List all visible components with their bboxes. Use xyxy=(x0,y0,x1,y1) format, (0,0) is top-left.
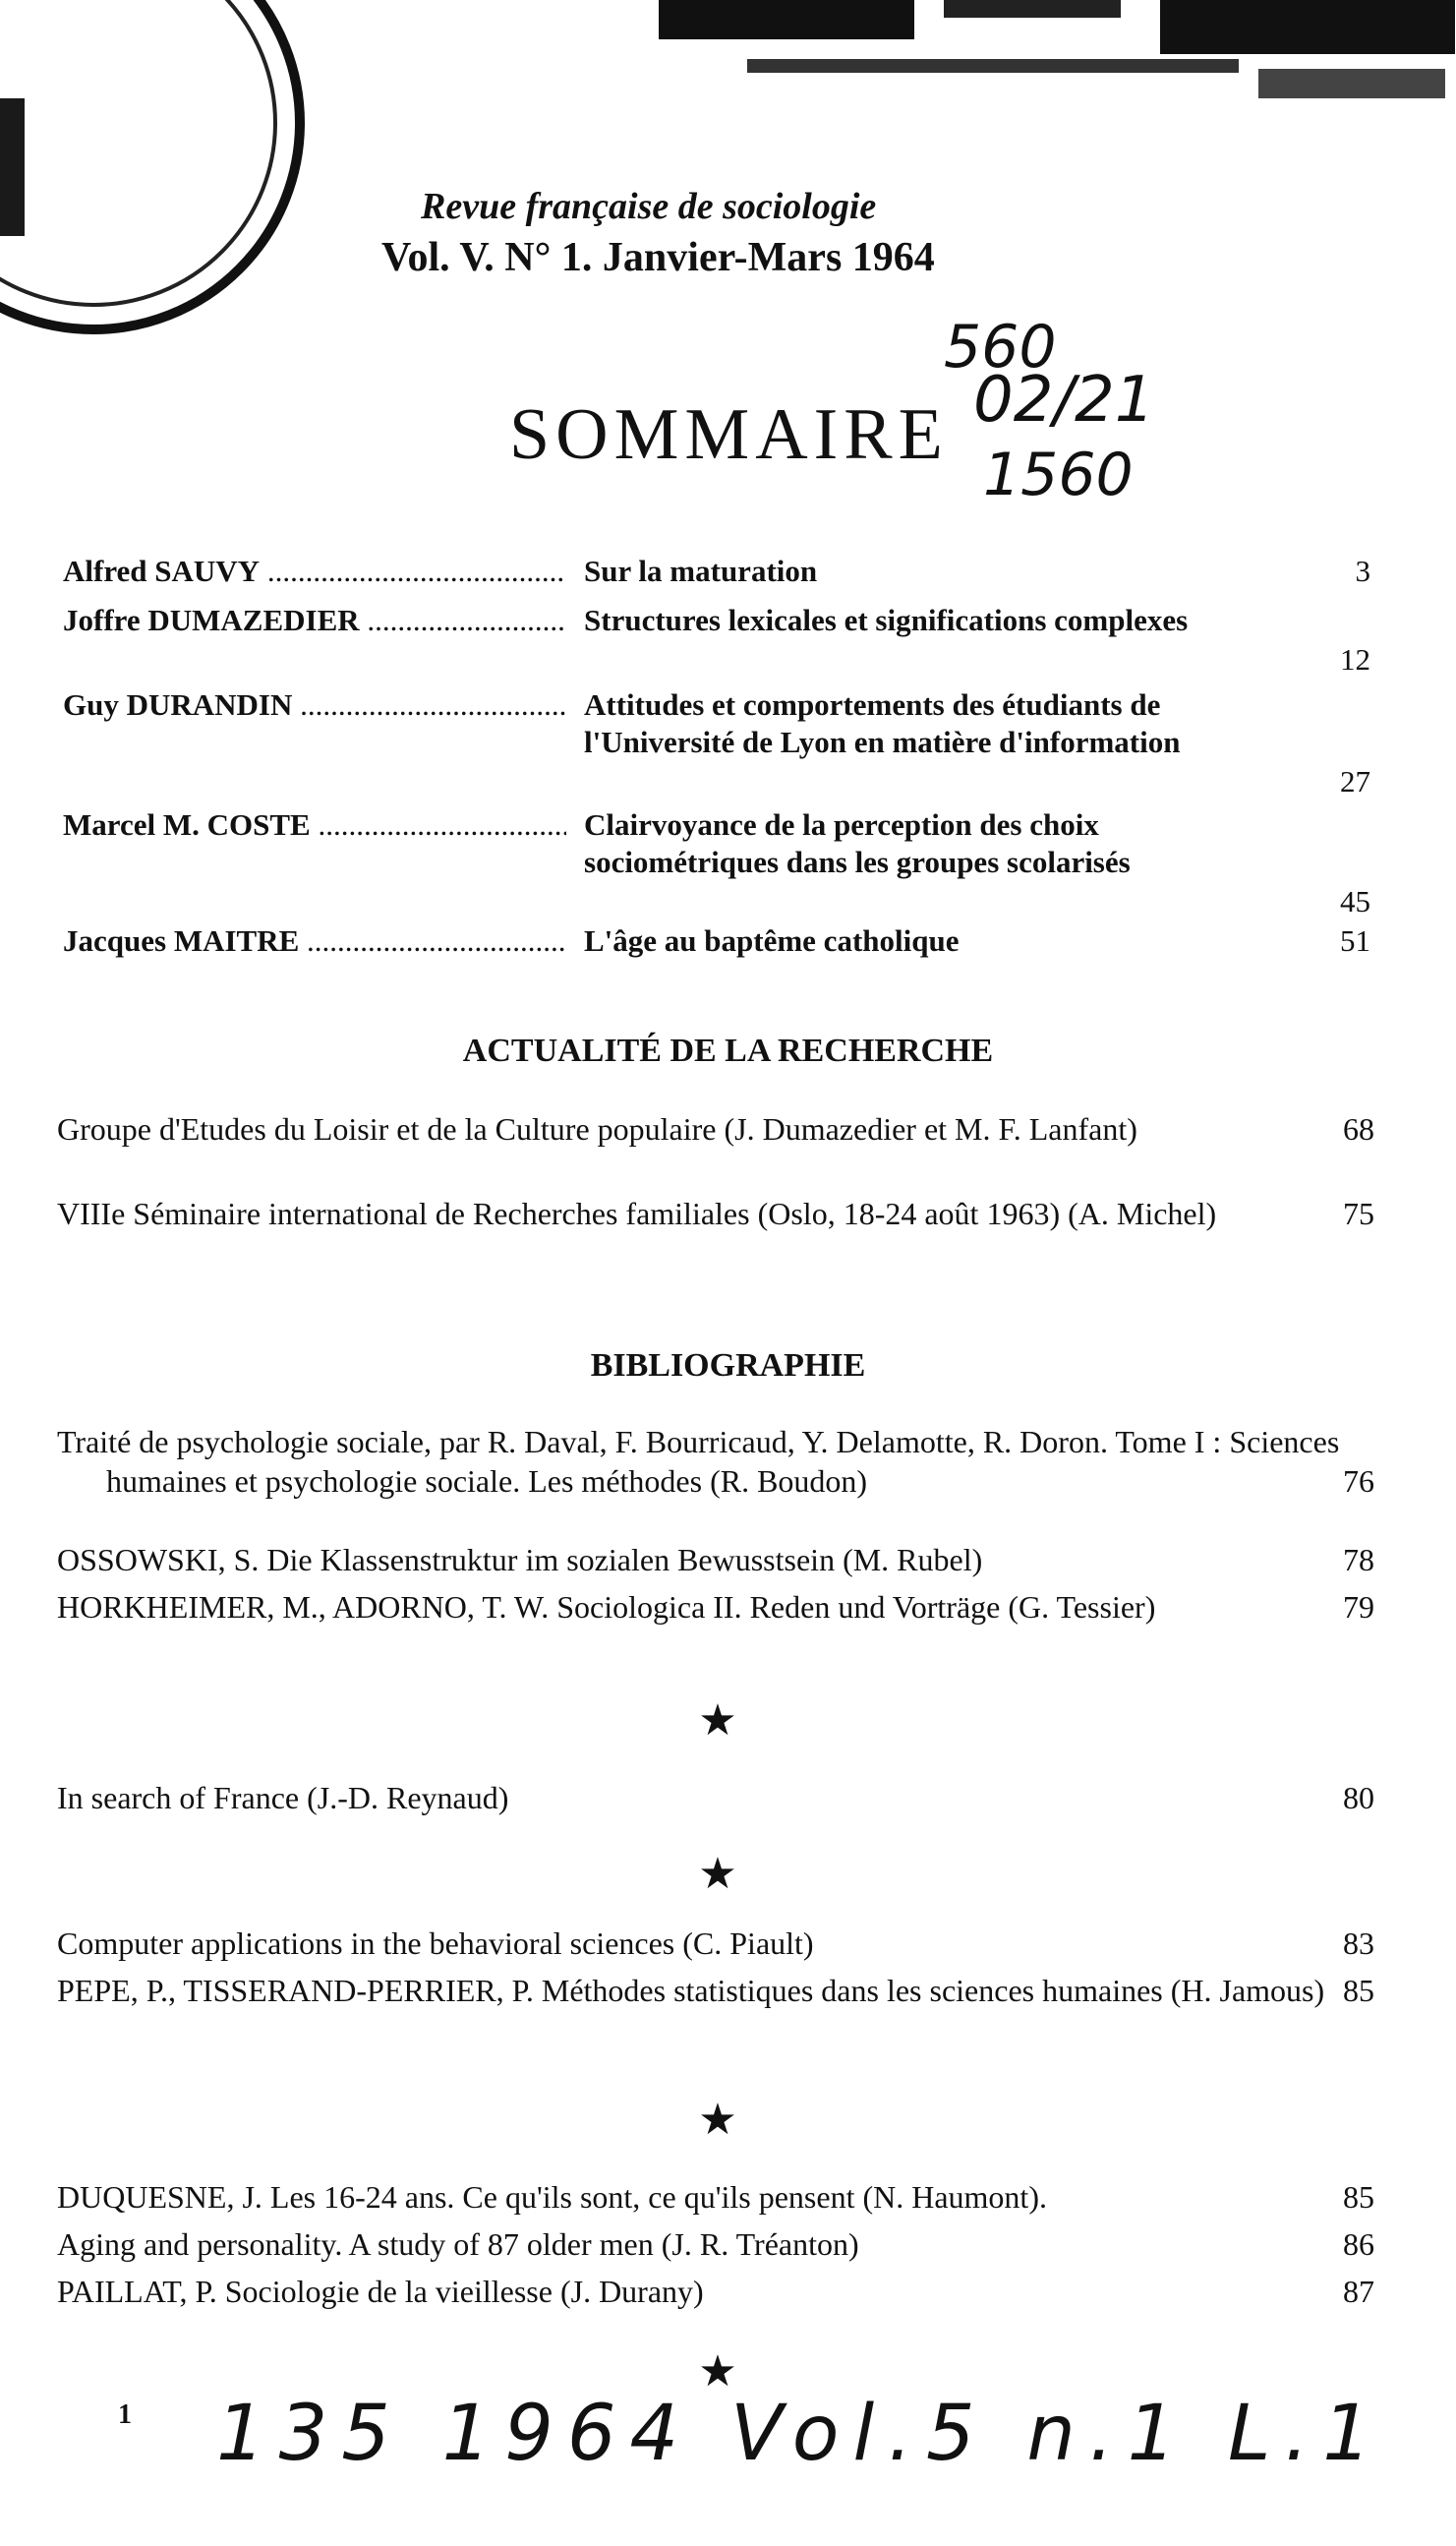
article-title: Structures lexicales et significations complexes xyxy=(584,603,1189,637)
toc-row xyxy=(63,553,1370,592)
entry-text: Groupe d'Etudes du Loisir et de la Culture populaire (J. Dumazedier et M. F. Lanfant) xyxy=(57,1111,1137,1147)
entry-text: Aging and personality. A study of 87 older men (J. R. Tréanton) xyxy=(57,2226,859,2262)
page-folio: 1 xyxy=(118,2399,132,2430)
entry-page: 85 xyxy=(1343,1973,1374,2008)
handwritten-call-number: 135 1964 Vol.5 n.1 L.1 xyxy=(216,2390,1385,2478)
entry-page: 83 xyxy=(1343,1925,1374,1961)
entry-text: Computer applications in the behavioral sciences (C. Piault) xyxy=(57,1925,814,1961)
toc-entry xyxy=(57,1778,1374,1817)
entry-text: OSSOWSKI, S. Die Klassenstruktur im sozialen Bewusstsein (M. Rubel) xyxy=(57,1542,983,1577)
section-heading-bibliographie: BIBLIOGRAPHIE xyxy=(590,1347,866,1384)
article-author: Jacques MAITRE ..... xyxy=(63,922,566,960)
entry-page: 75 xyxy=(1343,1196,1374,1231)
stamp-emblem xyxy=(0,98,25,236)
toc-entry xyxy=(57,1924,1374,1963)
separator-star: ★ xyxy=(698,2095,737,2145)
article-title: Attitudes et comportements des étudiants de l'Université de Lyon en matière d'information xyxy=(584,687,1181,759)
toc-row xyxy=(63,602,1370,681)
stamp-ring xyxy=(0,0,277,307)
toc-entry xyxy=(57,1587,1374,1627)
separator-star: ★ xyxy=(698,2346,737,2397)
toc-entry xyxy=(57,1109,1374,1149)
article-page: 45 xyxy=(1340,884,1370,918)
entry-page: 80 xyxy=(1343,1780,1374,1815)
toc-row xyxy=(63,806,1370,922)
article-page: 27 xyxy=(1340,764,1370,799)
toc-entry xyxy=(57,1540,1374,1579)
handwritten-note-1: 560 xyxy=(944,313,1057,382)
journal-header xyxy=(381,185,1119,281)
article-title: Sur la maturation xyxy=(584,554,818,588)
separator-star: ★ xyxy=(698,1849,737,1899)
separator-star: ★ xyxy=(698,1695,737,1746)
entry-text: In search of France (J.-D. Reynaud) xyxy=(57,1780,509,1815)
article-author: Alfred SAUVY ..... xyxy=(63,553,566,590)
library-stamp xyxy=(0,0,305,334)
handwritten-note-2: 02/21 xyxy=(973,364,1155,437)
toc-entry xyxy=(57,1422,1374,1501)
toc-entry xyxy=(57,2224,1374,2264)
entry-text: DUQUESNE, J. Les 16-24 ans. Ce qu'ils sont, ce qu'ils pensent (N. Haumont). xyxy=(57,2179,1047,2215)
toc-row xyxy=(63,686,1370,802)
entry-page: 85 xyxy=(1343,2179,1374,2215)
journal-title: Revue française de sociologie xyxy=(421,186,877,227)
entry-page: 76 xyxy=(1343,1463,1374,1499)
toc-entry xyxy=(57,1194,1374,1233)
entry-page: 78 xyxy=(1343,1542,1374,1577)
page-title: SOMMAIRE xyxy=(509,394,949,475)
article-page: 3 xyxy=(1355,554,1370,588)
article-author: Guy DURANDIN ..... xyxy=(63,686,566,724)
section-heading-actualite: ACTUALITÉ DE LA RECHERCHE xyxy=(462,1033,994,1069)
article-author: Marcel M. COSTE ..... xyxy=(63,806,566,844)
entry-text: PEPE, P., TISSERAND-PERRIER, P. Méthodes statistiques dans les sciences humaines (H. Jamous) xyxy=(57,1973,1325,2008)
handwritten-note-3: 1560 xyxy=(983,441,1134,509)
article-page: 12 xyxy=(1340,642,1370,677)
entry-page: 87 xyxy=(1343,2274,1374,2309)
journal-volume-line: Vol. V. N° 1. Janvier-Mars 1964 xyxy=(381,235,935,280)
entry-page: 86 xyxy=(1343,2226,1374,2262)
article-title: L'âge au baptême catholique xyxy=(584,923,960,958)
entry-text: VIIIe Séminaire international de Recherches familiales (Oslo, 18-24 août 1963) (A. Michel) xyxy=(57,1196,1217,1231)
article-title: Clairvoyance de la perception des choix sociométriques dans les groupes scolarisés xyxy=(584,807,1131,879)
ink-smudge-top xyxy=(649,0,1456,108)
entry-page: 79 xyxy=(1343,1589,1374,1625)
entry-page: 68 xyxy=(1343,1111,1374,1147)
toc-entry xyxy=(57,2272,1374,2311)
entry-text: HORKHEIMER, M., ADORNO, T. W. Sociologica II. Reden und Vorträge (G. Tessier) xyxy=(57,1589,1156,1625)
toc-row xyxy=(63,922,1370,962)
toc-entry xyxy=(57,1971,1374,2010)
toc-entry xyxy=(57,2177,1374,2217)
article-page: 51 xyxy=(1340,923,1370,958)
article-author: Joffre DUMAZEDIER ..... xyxy=(63,602,566,639)
entry-text: PAILLAT, P. Sociologie de la vieillesse (J. Durany) xyxy=(57,2274,704,2309)
entry-text: Traité de psychologie sociale, par R. Daval, F. Bourricaud, Y. Delamotte, R. Doron. Tome I : Sciences humaines et psychologie sociale. Les méthodes (R. Boudon) xyxy=(57,1424,1340,1499)
